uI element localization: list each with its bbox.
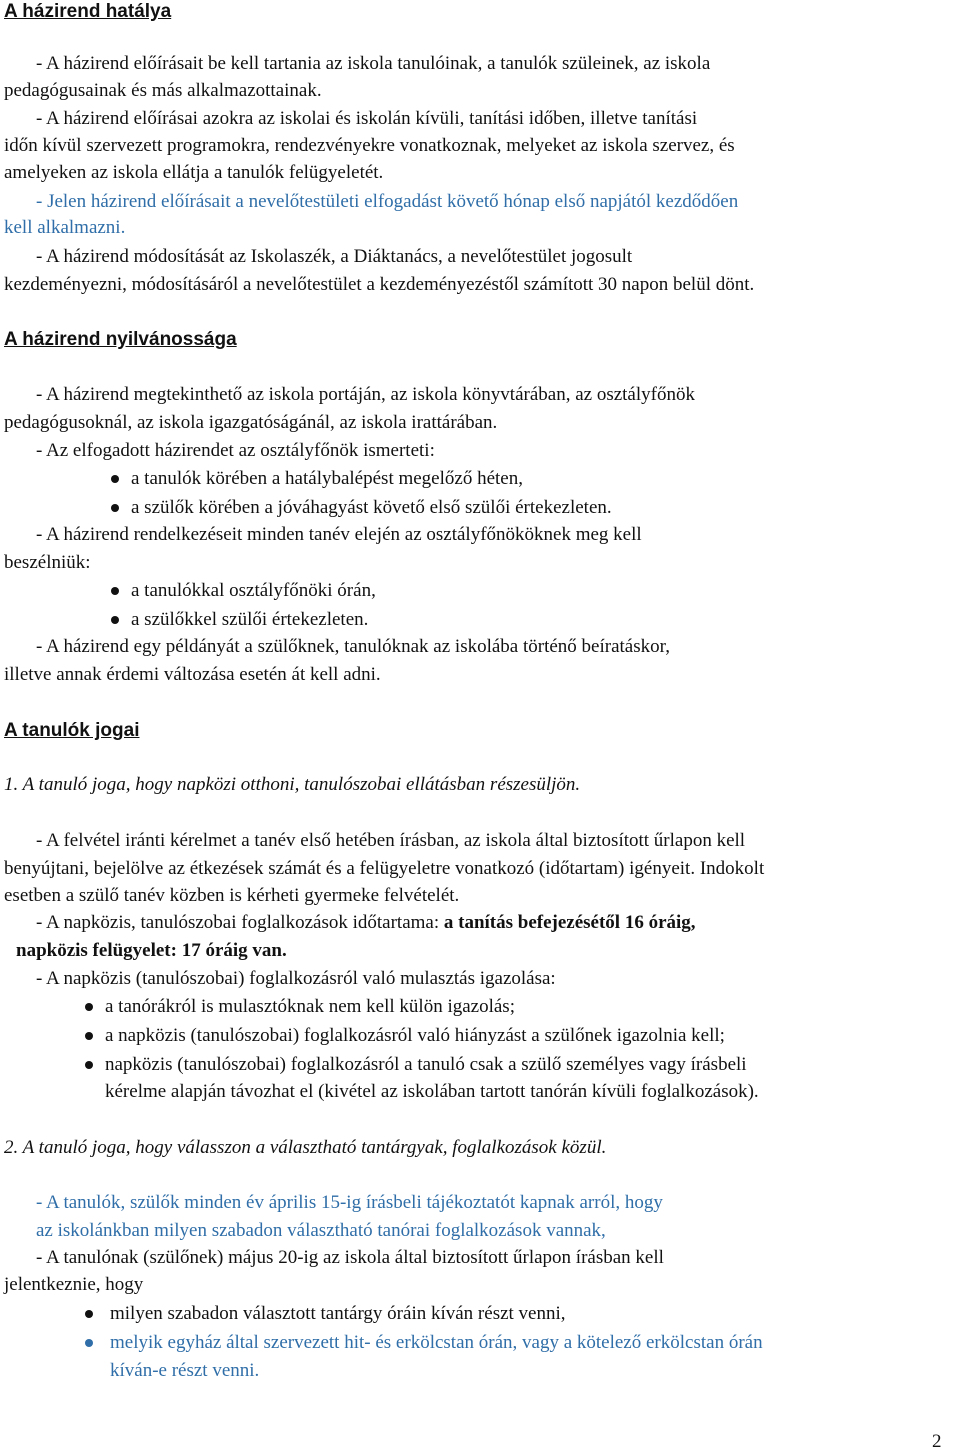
list-item-continuation: kíván-e részt venni. [110,1360,260,1381]
text-line: - A házirend megtekinthető az iskola portáján, az iskola könyvtárában, az osztályfőnök [36,384,695,405]
text-line: - A házirend előírásait be kell tartania az iskola tanulóinak, a tanulók szüleinek, az iskola [36,53,711,74]
text-line: - A napközis (tanulószobai) foglalkozásról való mulasztás igazolása: [36,968,556,989]
list-item: a tanulók körében a hatálybalépést megelőző héten, [131,468,523,489]
text-line-highlight: kell alkalmazni. [4,217,126,238]
bullet-icon [111,475,119,483]
text-line: - A felvétel iránti kérelmet a tanév első hetében írásban, az iskola által biztosított űrlapon kell [36,830,746,851]
text-line: illetve annak érdemi változása esetén át kell adni. [4,664,381,685]
text-run-bold: a tanítás befejezésétől 16 óráig, [443,912,696,933]
text-line: amelyeken az iskola ellátja a tanulók felügyeletét. [4,162,384,183]
bullet-icon [85,1339,93,1347]
bullet-icon [111,616,119,624]
text-line: esetben a szülő tanév közben is kérheti gyermeke felvételét. [4,885,460,906]
section-title-tanulok-jogai: A tanulók jogai [4,720,140,741]
section-title-nyilvanossag: A házirend nyilvánossága [4,329,237,350]
page-number: 2 [932,1431,942,1452]
text-line: - A házirend módosítását az Iskolaszék, a Diáktanács, a nevelőtestület jogosult [36,246,633,267]
list-item: a szülőkkel szülői értekezleten. [131,609,369,630]
text-line: kezdeményezni, módosításáról a nevelőtestület a kezdeményezéstől számított 30 napon belül dönt. [4,274,755,295]
bullet-icon [85,1003,93,1011]
text-line: pedagógusoknál, az iskola igazgatóságánál, az iskola irattárában. [4,412,498,433]
bullet-icon [85,1032,93,1040]
text-line: jelentkeznie, hogy [4,1274,144,1295]
subsection-title: 2. A tanuló joga, hogy válasszon a választható tantárgyak, foglalkozások közül. [4,1137,607,1158]
list-item-continuation: kérelme alapján távozhat el (kivétel az iskolában tartott tanórán kívüli foglalkozások). [105,1081,759,1102]
text-line: - A tanulónak (szülőnek) május 20-ig az iskola által biztosított űrlapon írásban kell [36,1247,664,1268]
text-line-bold: napközis felügyelet: 17 óráig van. [16,940,287,961]
text-line-highlight: az iskolánkban milyen szabadon választható tanórai foglalkozások vannak, [36,1220,606,1241]
text-line: pedagógusainak és más alkalmazottainak. [4,80,322,101]
bullet-icon [111,504,119,512]
list-item: a tanulókkal osztályfőnöki órán, [131,580,376,601]
text-line [36,911,696,935]
list-item: a napközis (tanulószobai) foglalkozásról való hiányzást a szülőnek igazolnia kell; [105,1025,725,1046]
bullet-icon [85,1310,93,1318]
section-title-hatalya: A házirend hatálya [4,1,172,22]
text-line: beszélniük: [4,552,91,573]
text-line: - A házirend egy példányát a szülőknek, tanulóknak az iskolába történő beíratáskor, [36,636,670,657]
text-line: - Az elfogadott házirendet az osztályfőnök ismerteti: [36,440,435,461]
list-item: milyen szabadon választott tantárgy óráin kíván részt venni, [110,1303,566,1324]
text-line-highlight: - Jelen házirend előírásait a nevelőtestületi elfogadást követő hónap első napjától kezdődően [36,191,739,212]
list-item-highlight: melyik egyház által szervezett hit- és erkölcstan órán, vagy a kötelező erkölcstan órán [110,1332,763,1353]
text-line: időn kívül szervezett programokra, rendezvényekre vonatkoznak, melyeket az iskola szervez, és [4,135,735,156]
subsection-title: 1. A tanuló joga, hogy napközi otthoni, tanulószobai ellátásban részesüljön. [4,774,581,795]
bullet-icon [111,587,119,595]
text-line-highlight: - A tanulók, szülők minden év április 15-ig írásbeli tájékoztatót kapnak arról, hogy [36,1192,663,1213]
list-item: a tanórákról is mulasztóknak nem kell külön igazolás; [105,996,515,1017]
text-run: - A napközis, tanulószobai foglalkozások időtartama: [36,912,444,933]
bullet-icon [85,1061,93,1069]
list-item: napközis (tanulószobai) foglalkozásról a tanuló csak a szülő személyes vagy írásbeli [105,1054,747,1075]
text-line: - A házirend előírásai azokra az iskolai és iskolán kívüli, tanítási időben, illetve tanítási [36,108,698,129]
list-item: a szülők körében a jóváhagyást követő első szülői értekezleten. [131,497,612,518]
text-line: benyújtani, bejelölve az étkezések számát és a felügyeletre vonatkozó (időtartam) igényeit. Indokolt [4,858,765,879]
text-line: - A házirend rendelkezéseit minden tanév elején az osztályfőnököknek meg kell [36,524,642,545]
